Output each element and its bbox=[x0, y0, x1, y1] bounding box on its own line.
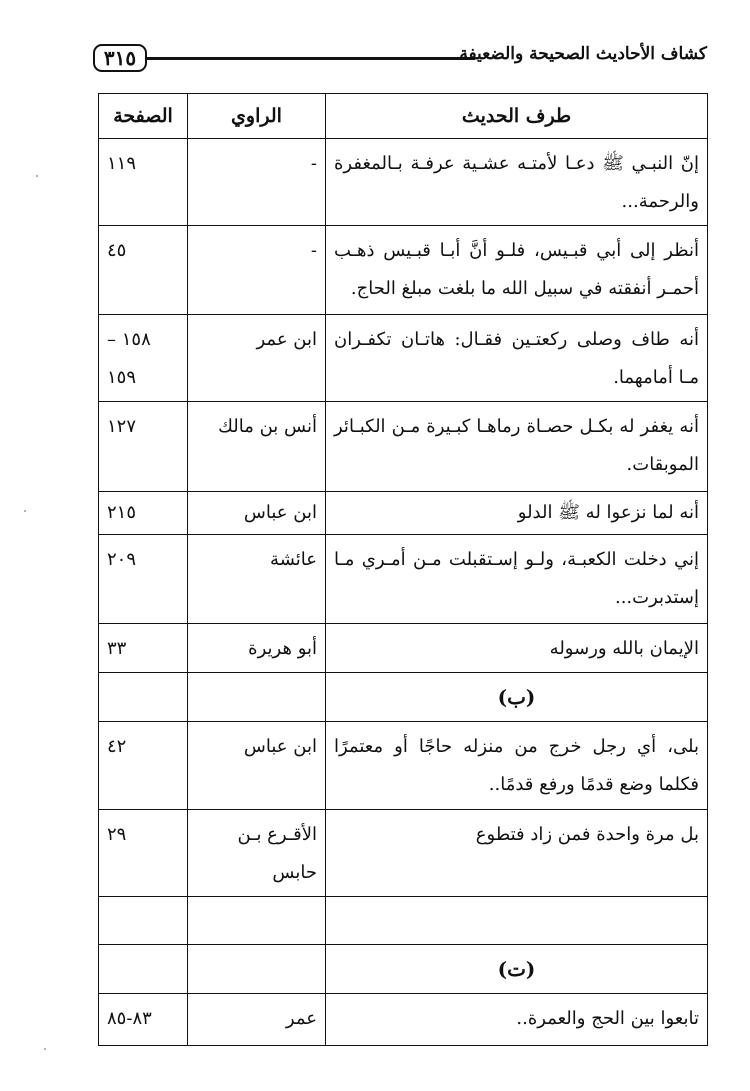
section-row bbox=[99, 945, 708, 994]
table-row bbox=[99, 315, 708, 402]
table-row bbox=[99, 492, 708, 535]
hadith-cell: بل مرة واحدة فمن زاد فتطوع bbox=[326, 810, 708, 897]
book-title: كشاف الأحاديث الصحيحة والضعيفة bbox=[459, 44, 707, 64]
page-header bbox=[93, 44, 707, 78]
page-cell: ٢٠٩ bbox=[99, 535, 188, 624]
rawi-cell: أبو هريرة bbox=[188, 624, 326, 673]
hadith-cell: أنه يغفر له بكـل حصـاة رماهـا كبـيرة مـن الكبـائر الموبقات. bbox=[326, 402, 708, 492]
page-cell: ٢٩ bbox=[99, 810, 188, 897]
empty-cell bbox=[326, 897, 708, 945]
rawi-cell: الأقـرع بـن حابس bbox=[188, 810, 326, 897]
table-row bbox=[99, 810, 708, 897]
page-cell: ٤٢ bbox=[99, 722, 188, 810]
page-cell: ٤٥ bbox=[99, 226, 188, 315]
page-cell: ١٢٧ bbox=[99, 402, 188, 492]
page-cell: ٣٣ bbox=[99, 624, 188, 673]
table-row bbox=[99, 624, 708, 673]
table-row bbox=[99, 722, 708, 810]
page-cell: ٢١٥ bbox=[99, 492, 188, 535]
page-number: ٣١٥ bbox=[93, 44, 147, 72]
hadith-cell: الإيمان بالله ورسوله bbox=[326, 624, 708, 673]
section-letter: (ت) bbox=[326, 945, 708, 994]
hadith-cell: أنه لما نزعوا له ﷺ الدلو bbox=[326, 492, 708, 535]
hadith-cell: إنّ النبـي ﷺ دعـا لأمتـه عشـية عرفـة بـالمغفرة والرحمة... bbox=[326, 139, 708, 226]
scan-speck bbox=[24, 510, 26, 512]
section-row bbox=[99, 673, 708, 722]
rawi-cell: ابن عباس bbox=[188, 722, 326, 810]
column-header-rawi: الراوي bbox=[188, 94, 326, 139]
hadith-cell: بلى، أي رجل خرج من منزله حاجًا أو معتمرًا فكلما وضع قدمًا ورفع قدمًا.. bbox=[326, 722, 708, 810]
rawi-cell: - bbox=[188, 139, 326, 226]
page-cell: ٨٣-٨٥ bbox=[99, 994, 188, 1046]
rawi-cell: عائشة bbox=[188, 535, 326, 624]
table-row bbox=[99, 994, 708, 1046]
section-letter: (ب) bbox=[326, 673, 708, 722]
blank-row bbox=[99, 897, 708, 945]
column-header-page: الصفحة bbox=[99, 94, 188, 139]
empty-cell bbox=[188, 945, 326, 994]
rawi-cell: أنس بن مالك bbox=[188, 402, 326, 492]
table-row bbox=[99, 139, 708, 226]
empty-cell bbox=[99, 945, 188, 994]
hadith-cell: أنظر إلى أبي قبـيس، فلـو أنَّ أبـا قبـيس ذهـب أحمـر أنفقته في سبيل الله ما بلغت مبلغ الحاج. bbox=[326, 226, 708, 315]
empty-cell bbox=[188, 673, 326, 722]
hadith-cell: إني دخلت الكعبـة، ولـو إسـتقبلت مـن أمـري مـا إستدبرت... bbox=[326, 535, 708, 624]
empty-cell bbox=[99, 673, 188, 722]
rawi-cell: عمر bbox=[188, 994, 326, 1046]
table-header-row bbox=[99, 94, 708, 139]
page-cell: ١٥٨ – ١٥٩ bbox=[99, 315, 188, 402]
rawi-cell: - bbox=[188, 226, 326, 315]
scan-speck bbox=[44, 1048, 46, 1050]
rawi-cell: ابن عباس bbox=[188, 492, 326, 535]
empty-cell bbox=[188, 897, 326, 945]
hadith-index-table bbox=[98, 93, 708, 1046]
scan-speck bbox=[36, 175, 38, 177]
hadith-cell: تابعوا بين الحج والعمرة.. bbox=[326, 994, 708, 1046]
page-cell: ١١٩ bbox=[99, 139, 188, 226]
table-row bbox=[99, 535, 708, 624]
hadith-cell: أنه طاف وصلى ركعتـين فقـال: هاتـان تكفـران مـا أمامهما. bbox=[326, 315, 708, 402]
rawi-cell: ابن عمر bbox=[188, 315, 326, 402]
empty-cell bbox=[99, 897, 188, 945]
header-rule bbox=[147, 57, 475, 60]
table-row bbox=[99, 226, 708, 315]
table-row bbox=[99, 402, 708, 492]
column-header-hadith: طرف الحديث bbox=[326, 94, 708, 139]
